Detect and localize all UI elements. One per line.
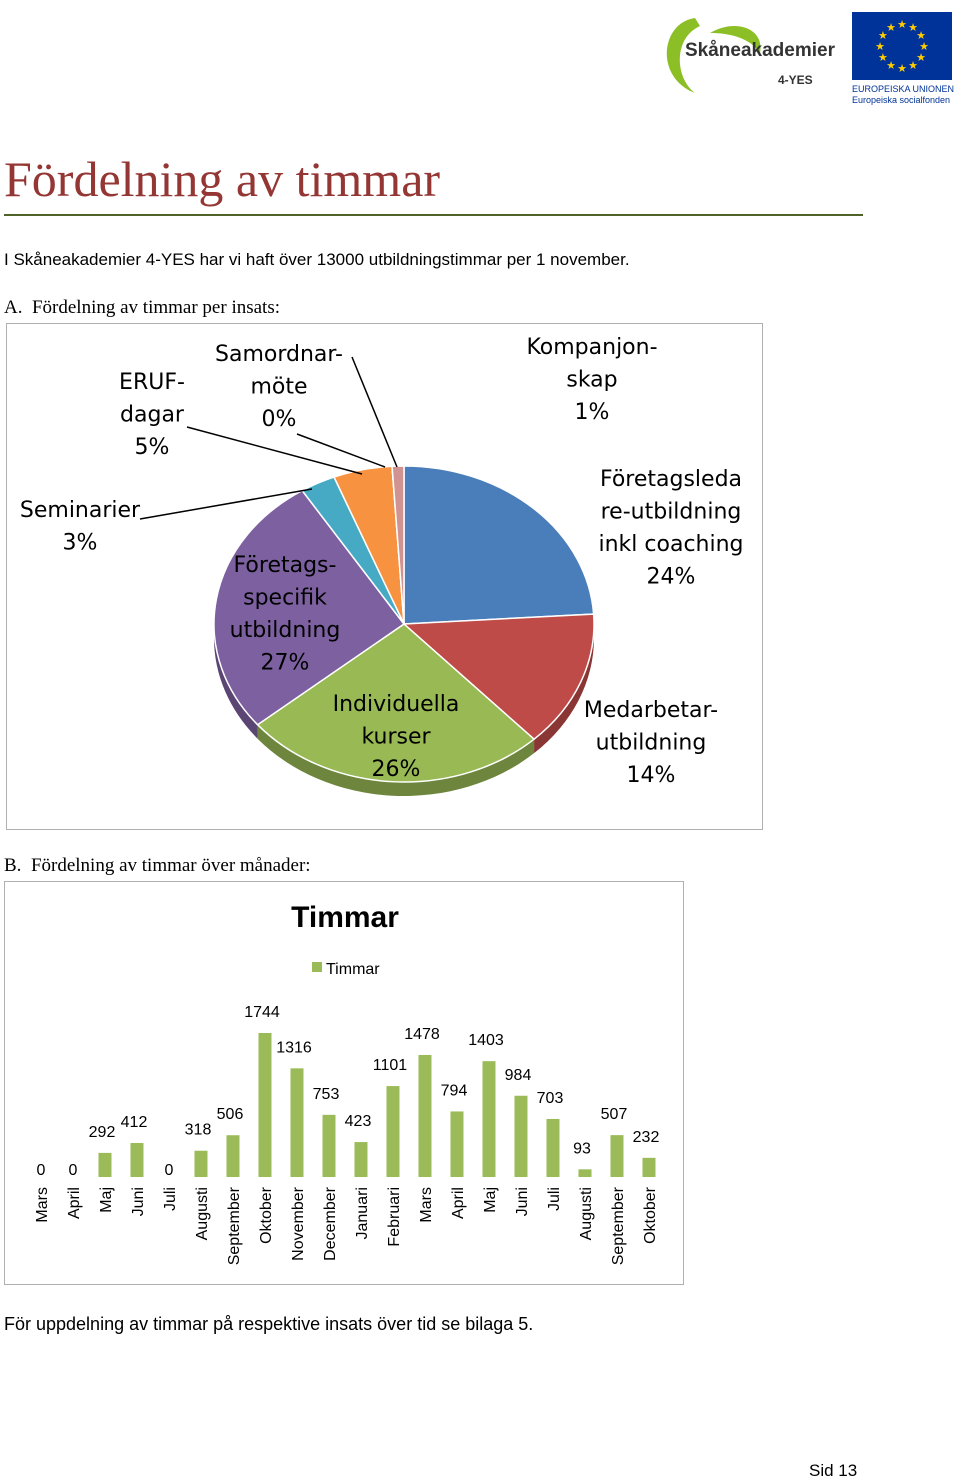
bar-category-label: Februari	[386, 1187, 403, 1247]
bar-9	[291, 1068, 304, 1177]
eu-star-icon: ★	[908, 60, 918, 73]
bar-value-label: 1403	[468, 1032, 504, 1050]
bar-category-label: Maj	[98, 1187, 115, 1213]
bar-13	[419, 1055, 432, 1177]
bar-value-label: 506	[216, 1106, 244, 1124]
eu-star-icon: ★	[878, 30, 888, 42]
eu-star-icon: ★	[878, 52, 888, 64]
bar-value-label: 318	[184, 1121, 212, 1139]
skaneakademier-logo	[667, 18, 836, 93]
bar-category-label: Oktober	[258, 1187, 275, 1244]
bar-18	[579, 1169, 592, 1177]
pie-leader-line	[297, 434, 385, 467]
bar-16	[515, 1096, 528, 1177]
pie-leader-line	[352, 357, 397, 467]
bar-value-label: 984	[504, 1066, 532, 1084]
bar-category-label: Maj	[482, 1187, 499, 1213]
pie-chart	[7, 324, 762, 829]
section-b-heading	[4, 855, 311, 877]
bar-chart-frame	[4, 881, 684, 1285]
bar-14	[451, 1111, 464, 1177]
footer-note: För uppdelning av timmar på respektive insats över tid se bilaga 5.	[4, 1314, 534, 1334]
pie-label-1: Företagsleda re-utbildning inkl coaching 24%	[598, 467, 744, 590]
bar-value-label: 0	[36, 1162, 46, 1179]
bar-category-label: Oktober	[642, 1187, 659, 1244]
pie-label-5: Seminarier 3%	[19, 498, 141, 556]
bar-category-label: April	[450, 1187, 467, 1220]
bar-category-label: Mars	[418, 1187, 435, 1223]
eu-flag	[852, 12, 954, 105]
bar-category-label: September	[610, 1187, 627, 1266]
bar-6	[195, 1151, 208, 1177]
intro-paragraph: I Skåneakademier 4-YES har vi haft över 13000 utbildningstimmar per 1 november.	[4, 250, 630, 269]
bar-3	[99, 1153, 112, 1177]
pie-label-8: Kompanjon-skap 1%	[526, 335, 658, 425]
eu-star-icon: ★	[886, 21, 896, 34]
bar-category-label: November	[290, 1187, 307, 1261]
logo-text: Skåneakademier	[685, 40, 835, 61]
eu-star-icon: ★	[886, 60, 896, 73]
bar-category-label: December	[322, 1187, 339, 1261]
bar-value-label: 1316	[276, 1039, 312, 1057]
pie-label-2: Medarbetar-utbildning 14%	[583, 698, 719, 788]
bar-value-label: 507	[600, 1106, 628, 1124]
pie-label-3: Individuella kurser 26%	[332, 692, 460, 782]
bar-chart-title: Timmar	[291, 901, 399, 934]
bar-value-label: 93	[573, 1140, 591, 1158]
bar-category-label: April	[66, 1187, 83, 1220]
page-number: Sid 13	[809, 1461, 858, 1480]
pie-chart-frame	[6, 323, 763, 830]
bar-value-label: 423	[344, 1113, 372, 1131]
header-logos	[655, 8, 955, 108]
bar-value-label: 703	[536, 1089, 564, 1107]
title-divider	[4, 214, 863, 216]
bar-category-label: Juli	[546, 1187, 563, 1212]
bar-value-label: 1101	[372, 1057, 408, 1075]
bar-category-label: September	[226, 1187, 243, 1266]
pie-label-6: ERUF-dagar 5%	[119, 370, 185, 460]
bar-value-label: 0	[164, 1162, 174, 1179]
bar-value-label: 753	[312, 1085, 340, 1103]
bar-category-label: Juli	[162, 1187, 179, 1212]
bar-11	[355, 1142, 368, 1177]
bar-20	[643, 1158, 656, 1177]
section-b-label: B.	[4, 855, 22, 876]
bar-19	[611, 1135, 624, 1177]
pie-leader-line	[187, 427, 362, 474]
bar-value-label: 1744	[244, 1004, 280, 1021]
bar-value-label: 1478	[404, 1025, 440, 1043]
legend-swatch	[312, 962, 322, 972]
bar-4	[131, 1143, 144, 1177]
pie-label-7: Samordnar-möte 0%	[215, 342, 343, 432]
bar-category-label: Januari	[354, 1187, 371, 1240]
bar-category-label: Mars	[34, 1187, 51, 1223]
bar-value-label: 292	[88, 1123, 116, 1141]
eu-star-icon: ★	[916, 30, 926, 42]
pie-label-4: Företags-specifik utbildning 27%	[229, 553, 341, 676]
eu-star-icon: ★	[916, 52, 926, 64]
bar-17	[547, 1119, 560, 1177]
bar-15	[483, 1061, 496, 1177]
pie-slice-1	[404, 466, 594, 624]
bar-12	[387, 1086, 400, 1177]
bar-value-label: 232	[632, 1128, 660, 1146]
eu-star-icon: ★	[875, 41, 885, 53]
eu-star-icon: ★	[908, 21, 918, 34]
logo-graphic	[655, 8, 955, 108]
bar-value-label: 794	[440, 1082, 468, 1100]
eu-star-icon: ★	[897, 19, 907, 31]
section-a-label: A.	[4, 297, 23, 318]
bar-category-label: Augusti	[578, 1187, 595, 1241]
eu-text-1: EUROPEISKA UNIONEN	[852, 84, 955, 94]
eu-star-icon: ★	[897, 63, 907, 75]
section-a-text: Fördelning av timmar per insats:	[31, 297, 280, 318]
bar-category-label: Augusti	[194, 1187, 211, 1241]
legend-label: Timmar	[326, 961, 380, 978]
bar-category-label: Juni	[514, 1187, 531, 1217]
bar-value-label: 412	[120, 1113, 148, 1131]
page-title: Fördelning av timmar	[4, 151, 441, 207]
bar-7	[227, 1135, 240, 1177]
bar-chart	[5, 882, 683, 1284]
section-a-heading	[4, 297, 280, 319]
bar-category-label: Juni	[130, 1187, 147, 1217]
section-b-text: Fördelning av timmar över månader:	[30, 855, 311, 876]
eu-text-2: Europeiska socialfonden	[852, 95, 951, 105]
bar-10	[323, 1115, 336, 1177]
logo-subtext: 4-YES	[778, 73, 813, 87]
bar-value-label: 0	[68, 1162, 78, 1179]
eu-star-icon: ★	[919, 41, 929, 53]
bar-8	[259, 1033, 272, 1177]
